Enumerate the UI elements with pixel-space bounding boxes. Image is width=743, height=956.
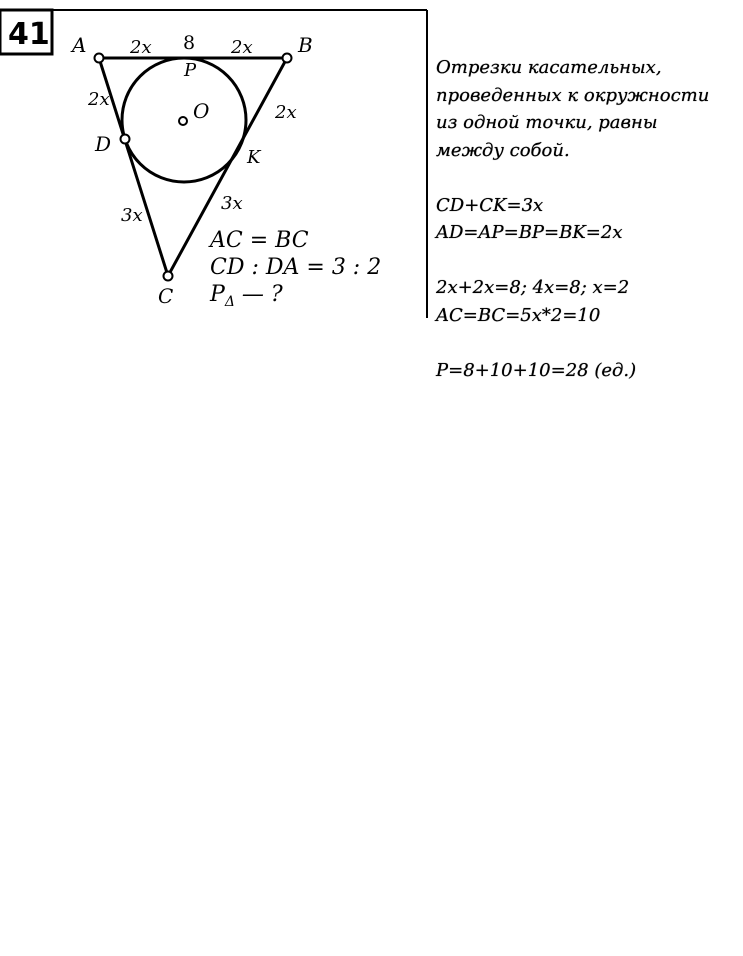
solution-text bbox=[436, 54, 736, 384]
problem-number: 41 bbox=[8, 17, 50, 52]
label-point-d: D bbox=[95, 132, 112, 156]
label-segment-bk: 2x bbox=[275, 102, 297, 123]
solution-intro-line-1: Отрезки касательных, bbox=[436, 57, 662, 78]
label-point-b: B bbox=[298, 33, 313, 57]
center-o-marker bbox=[179, 117, 187, 125]
tangent-point-d-marker bbox=[121, 135, 130, 144]
vertex-a-marker bbox=[95, 54, 104, 63]
perimeter-subscript: Δ bbox=[224, 294, 235, 310]
label-segment-pb: 2x bbox=[231, 37, 253, 58]
spacer bbox=[436, 247, 736, 275]
spacer bbox=[436, 164, 736, 192]
solution-intro-line-3: из одной точки, равны bbox=[436, 112, 658, 133]
label-point-c: C bbox=[158, 284, 174, 308]
given-perimeter-question bbox=[209, 282, 283, 310]
label-point-o: O bbox=[193, 99, 210, 123]
solution-equality-cd-ck: CD+CK=3x bbox=[436, 194, 544, 216]
solution-answer: P=8+10+10=28 (ед.) bbox=[436, 359, 637, 381]
label-segment-ap: 2x bbox=[130, 37, 152, 58]
solution-intro-line-4: между собой. bbox=[436, 139, 570, 161]
label-side-ab: 8 bbox=[183, 32, 196, 54]
perimeter-question-mark: — ? bbox=[234, 282, 283, 307]
label-segment-ad: 2x bbox=[88, 89, 110, 110]
vertex-c-marker bbox=[164, 272, 173, 281]
solution-calc-x: 2x+2x=8; 4x=8; x=2 bbox=[436, 277, 630, 298]
spacer bbox=[436, 329, 736, 357]
solution-calc-sides: AC=BC=5x*2=10 bbox=[436, 304, 601, 326]
solution-equality-tangents: AD=AP=BP=BK=2x bbox=[436, 222, 623, 243]
problem-number-box bbox=[0, 10, 52, 54]
label-point-k: K bbox=[247, 147, 261, 168]
label-segment-dc: 3x bbox=[121, 205, 143, 226]
perimeter-symbol: P bbox=[210, 282, 225, 307]
label-segment-kc: 3x bbox=[221, 193, 243, 214]
label-point-p: P bbox=[184, 60, 197, 81]
solution-intro-line-2: проведенных к окружности bbox=[436, 84, 710, 106]
vertex-b-marker bbox=[283, 54, 292, 63]
given-ac-equals-bc: AC = BC bbox=[210, 228, 309, 253]
given-ratio: CD : DA = 3 : 2 bbox=[210, 255, 382, 280]
label-point-a: A bbox=[72, 33, 87, 57]
